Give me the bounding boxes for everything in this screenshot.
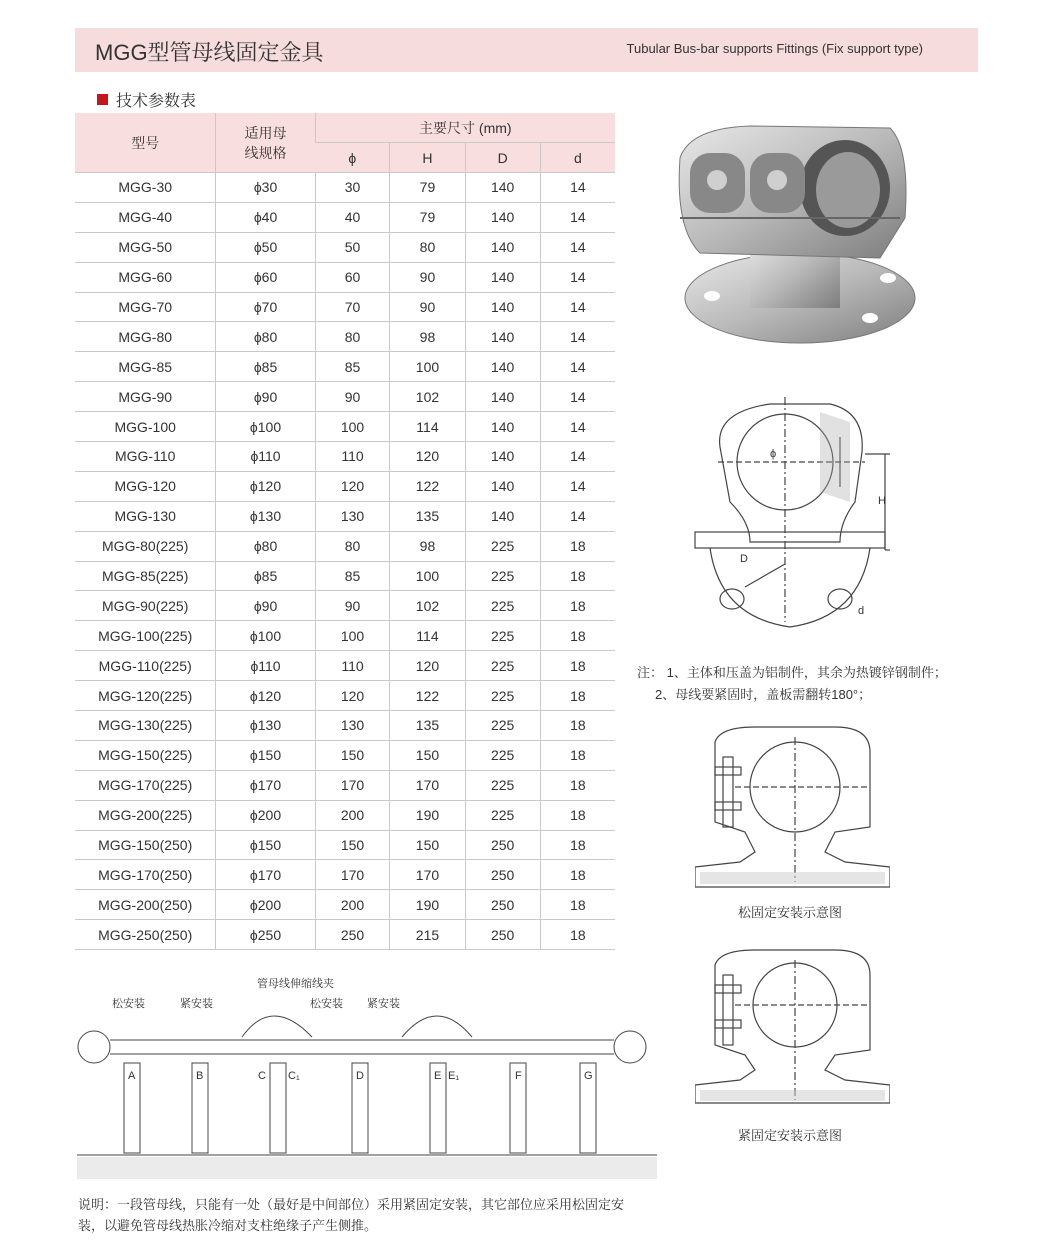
product-photo [660,118,920,368]
table-cell: 18 [540,740,615,770]
dim-phi-label: ϕ [770,448,777,460]
support-c: C [258,1070,266,1082]
table-cell: ϕ80 [216,322,315,352]
table-cell: 14 [540,382,615,412]
section-heading [97,88,196,111]
table-cell: 79 [390,202,465,232]
table-cell: 190 [390,890,465,920]
table-row [75,173,615,203]
table-cell: MGG-200(250) [75,890,216,920]
table-row [75,740,615,770]
table-cell: MGG-100 [75,412,216,442]
table-cell: ϕ130 [216,501,315,531]
table-cell: 18 [540,681,615,711]
table-cell: MGG-150(250) [75,830,216,860]
table-cell: 225 [465,770,540,800]
dim-d-small-label: d [858,605,865,617]
table-cell: MGG-170(225) [75,770,216,800]
table-cell: 14 [540,442,615,472]
loose-label-a: 松安装 [112,998,145,1010]
tight-label-mid: 紧安装 [367,998,400,1010]
table-cell: ϕ85 [216,561,315,591]
table-row [75,471,615,501]
table-cell: 140 [465,173,540,203]
tight-install-drawing [695,945,890,1105]
table-cell: 18 [540,830,615,860]
table-cell: 130 [315,501,390,531]
table-cell: 150 [315,740,390,770]
table-cell: 18 [540,770,615,800]
dim-h-label: H [878,495,886,507]
table-cell: MGG-85 [75,352,216,382]
tight-label-b: 紧安装 [180,998,213,1010]
table-cell: 120 [315,681,390,711]
table-cell: 120 [390,442,465,472]
page-header [75,28,978,72]
table-cell: 150 [390,740,465,770]
install-layout-diagram [72,975,662,1185]
page-title: MGG型管母线固定金具 [95,40,324,65]
table-cell: 120 [390,651,465,681]
sub-col-h: H [390,143,465,173]
table-cell: ϕ120 [216,681,315,711]
table-cell: 14 [540,322,615,352]
table-cell: ϕ90 [216,382,315,412]
expansion-clamp-label: 管母线伸缩线夹 [257,978,334,990]
table-cell: ϕ80 [216,531,315,561]
table-cell: 250 [465,860,540,890]
table-cell: MGG-90(225) [75,591,216,621]
table-cell: ϕ50 [216,232,315,262]
table-cell: MGG-120 [75,471,216,501]
table-row [75,531,615,561]
table-cell: 150 [315,830,390,860]
table-cell: 225 [465,621,540,651]
table-row [75,382,615,412]
table-cell: 90 [315,382,390,412]
table-cell: 14 [540,501,615,531]
table-cell: 150 [390,830,465,860]
table-cell: MGG-85(225) [75,561,216,591]
table-row [75,920,615,950]
table-cell: 30 [315,173,390,203]
support-b: B [196,1070,204,1082]
table-row [75,800,615,830]
table-cell: 225 [465,561,540,591]
table-row [75,890,615,920]
bottom-note: 说明：一段管母线，只能有一处（最好是中间部位）采用紧固定安装，其它部位应采用松固定安装，以避免管母线热胀冷缩对支柱绝缘子产生侧推。 [78,1197,625,1233]
parameter-table [75,113,615,950]
table-cell: 60 [315,262,390,292]
parameter-table-body [75,173,615,950]
table-cell: 200 [315,800,390,830]
table-cell: 170 [390,860,465,890]
table-cell: 50 [315,232,390,262]
table-cell: 90 [315,591,390,621]
table-cell: 140 [465,292,540,322]
notes [637,662,947,706]
table-cell: 225 [465,711,540,741]
table-cell: 90 [390,262,465,292]
table-cell: 140 [465,322,540,352]
table-cell: MGG-30 [75,173,216,203]
table-cell: ϕ150 [216,830,315,860]
table-row [75,202,615,232]
table-row [75,591,615,621]
table-cell: ϕ150 [216,740,315,770]
table-cell: 100 [315,412,390,442]
dimension-drawing [690,392,900,632]
table-cell: 140 [465,352,540,382]
table-cell: MGG-170(250) [75,860,216,890]
table-cell: 100 [390,352,465,382]
loose-caption: 松固定安装示意图 [738,905,843,920]
section-title: 技术参数表 [116,93,197,110]
table-cell: MGG-250(250) [75,920,216,950]
table-row [75,621,615,651]
table-row [75,501,615,531]
note-line-1: 注： 1、主体和压盖为铝制件，其余为热镀锌钢制件； [637,665,947,680]
table-cell: ϕ250 [216,920,315,950]
table-cell: 80 [390,232,465,262]
table-cell: 14 [540,262,615,292]
table-row [75,322,615,352]
table-cell: 140 [465,471,540,501]
table-cell: 14 [540,352,615,382]
table-cell: MGG-110(225) [75,651,216,681]
table-cell: 14 [540,232,615,262]
table-row [75,232,615,262]
table-cell: 14 [540,412,615,442]
table-cell: 18 [540,920,615,950]
table-cell: ϕ200 [216,800,315,830]
table-cell: MGG-100(225) [75,621,216,651]
table-row [75,681,615,711]
table-cell: 225 [465,740,540,770]
table-cell: 225 [465,681,540,711]
table-cell: 130 [315,711,390,741]
table-cell: 135 [390,501,465,531]
support-a: A [128,1070,136,1082]
table-cell: 80 [315,322,390,352]
table-cell: 215 [390,920,465,950]
table-cell: MGG-110 [75,442,216,472]
table-cell: MGG-50 [75,232,216,262]
table-cell: MGG-40 [75,202,216,232]
col-spec-header [216,113,315,173]
table-row [75,830,615,860]
table-cell: 102 [390,382,465,412]
table-cell: 225 [465,591,540,621]
loose-install-drawing [695,722,890,890]
dim-d-label: D [740,553,748,565]
table-cell: 140 [465,202,540,232]
table-cell: 18 [540,651,615,681]
table-cell: MGG-130(225) [75,711,216,741]
table-cell: 98 [390,322,465,352]
table-cell: ϕ120 [216,471,315,501]
table-cell: 110 [315,651,390,681]
table-cell: ϕ85 [216,352,315,382]
table-cell: MGG-90 [75,382,216,412]
table-cell: 140 [465,501,540,531]
table-cell: MGG-80(225) [75,531,216,561]
table-cell: 14 [540,292,615,322]
support-g: G [584,1070,593,1082]
sub-col-d-small: d [540,143,615,173]
table-cell: 110 [315,442,390,472]
table-cell: 250 [465,920,540,950]
table-cell: 122 [390,471,465,501]
table-cell: MGG-130 [75,501,216,531]
table-cell: 114 [390,621,465,651]
table-cell: MGG-150(225) [75,740,216,770]
table-cell: 250 [465,830,540,860]
table-cell: ϕ200 [216,890,315,920]
table-row [75,561,615,591]
table-cell: 170 [390,770,465,800]
col-group-header: 主要尺寸 (mm) [315,113,615,143]
table-cell: 250 [315,920,390,950]
table-cell: 40 [315,202,390,232]
table-cell: 18 [540,711,615,741]
table-cell: 100 [315,621,390,651]
support-d: D [356,1070,364,1082]
table-cell: 170 [315,860,390,890]
table-row [75,860,615,890]
table-cell: 140 [465,442,540,472]
table-cell: 98 [390,531,465,561]
table-cell: 18 [540,890,615,920]
table-cell: 18 [540,561,615,591]
table-cell: 18 [540,531,615,561]
table-cell: ϕ170 [216,770,315,800]
col-spec-label: 适用母线规格 [244,124,287,161]
table-row [75,770,615,800]
table-cell: ϕ110 [216,442,315,472]
table-cell: 90 [390,292,465,322]
table-cell: 14 [540,173,615,203]
table-row [75,651,615,681]
table-cell: ϕ170 [216,860,315,890]
table-cell: 200 [315,890,390,920]
table-cell: 100 [390,561,465,591]
support-e: E [434,1070,442,1082]
table-cell: 18 [540,591,615,621]
table-row [75,262,615,292]
table-cell: 114 [390,412,465,442]
table-cell: 140 [465,262,540,292]
note-line-2: 2、母线要紧固时，盖板需翻转180°； [655,687,872,702]
table-row [75,412,615,442]
table-row [75,442,615,472]
table-cell: 140 [465,232,540,262]
table-row [75,352,615,382]
sub-col-d-large: D [465,143,540,173]
table-cell: 18 [540,800,615,830]
table-cell: 140 [465,382,540,412]
col-model-header: 型号 [75,113,216,173]
table-cell: 120 [315,471,390,501]
table-cell: MGG-70 [75,292,216,322]
table-cell: ϕ110 [216,651,315,681]
table-cell: ϕ30 [216,173,315,203]
table-cell: ϕ40 [216,202,315,232]
table-cell: 85 [315,352,390,382]
table-cell: 225 [465,651,540,681]
table-cell: 79 [390,173,465,203]
table-cell: 190 [390,800,465,830]
sub-col-phi: ϕ [315,143,390,173]
table-cell: MGG-80 [75,322,216,352]
loose-label-mid: 松安装 [310,998,343,1010]
table-cell: ϕ90 [216,591,315,621]
table-cell: 170 [315,770,390,800]
red-square-icon [97,94,108,105]
table-cell: ϕ70 [216,292,315,322]
table-cell: ϕ100 [216,621,315,651]
table-cell: 250 [465,890,540,920]
table-row [75,711,615,741]
tight-caption: 紧固定安装示意图 [738,1128,843,1143]
table-cell: 14 [540,471,615,501]
table-cell: ϕ100 [216,412,315,442]
support-f: F [515,1070,522,1082]
table-cell: 225 [465,531,540,561]
table-cell: ϕ130 [216,711,315,741]
support-c1: C₁ [288,1070,300,1082]
table-cell: MGG-120(225) [75,681,216,711]
table-cell: 80 [315,531,390,561]
table-cell: MGG-200(225) [75,800,216,830]
table-cell: 18 [540,860,615,890]
table-cell: 122 [390,681,465,711]
table-cell: MGG-60 [75,262,216,292]
table-cell: 18 [540,621,615,651]
table-cell: 70 [315,292,390,322]
table-row [75,292,615,322]
table-cell: 140 [465,412,540,442]
table-cell: 225 [465,800,540,830]
table-cell: 102 [390,591,465,621]
page-subtitle: Tubular Bus-bar supports Fittings (Fix support type) [626,41,923,56]
table-cell: 135 [390,711,465,741]
table-cell: ϕ60 [216,262,315,292]
support-e1: E₁ [448,1070,460,1082]
table-cell: 85 [315,561,390,591]
table-cell: 14 [540,202,615,232]
